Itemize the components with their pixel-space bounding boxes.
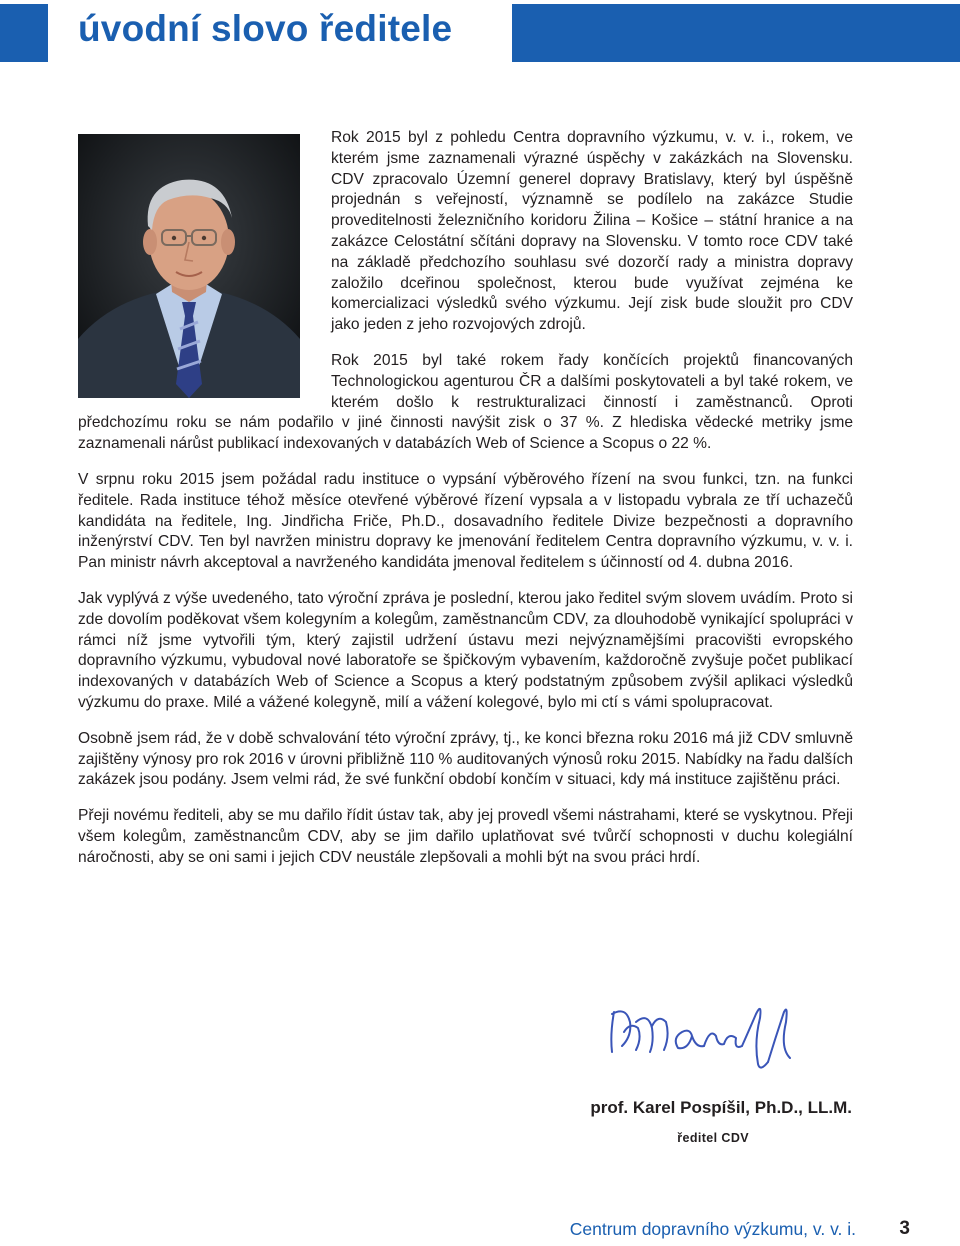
photo-wrap-spacer (78, 128, 331, 396)
page-title: úvodní slovo ředitele (78, 8, 453, 49)
signer-role: ředitel CDV (677, 1131, 749, 1145)
footer-organization: Centrum dopravního výzkumu, v. v. i. (569, 1219, 856, 1239)
letter-paragraph-2: Rok 2015 byl také rokem řady končících projektů financovaných Technologickou agenturou ČR a dalšími poskytovateli a byl také rokem, ve kterém došlo k restrukturalizaci činností i zaměstnanců. Oproti předchozímu roku se nám podařilo v jiné činnosti navýšit zisk o 37 %. Z hlediska vědecké metriky jsme zaznamenali nárůst publikací indexovaných v databázích Web of Science a Scopus o 22 %. (78, 351, 853, 453)
signer-name: prof. Karel Pospíšil, Ph.D., LL.M. (590, 1098, 852, 1117)
header-band-right (512, 4, 960, 62)
handwritten-signature (600, 992, 810, 1078)
letter-paragraph-4: Jak vyplývá z výše uvedeného, tato výroční zpráva je poslední, kterou jako ředitel svým slovem uvádím. Proto si zde dovolím poděkovat všem kolegyním a kolegům, zaměstnancům CDV, za dlouhodobě vynikající spolupráci v rámci níž jsme vytvořili tým, který zajistil udržení ústavu mezi nejvýznamějšími pracovišti evropského dopravního výzkumu, vybudoval nové laboratoře se špičkovým vybavením, každoročně zvyšuje počet publikací indexovaných v databázích Web of Science a Scopus a který podstatným způsobem zvýšil aplikaci výsledků výzkumu do praxe. Milé a vážené kolegyně, milí a vážení kolegové, bylo mi ctí s vámi spolupracovat. (78, 589, 853, 711)
page-number: 3 (899, 1218, 910, 1239)
letter-paragraph-3: V srpnu roku 2015 jsem požádal radu instituce o vypsání výběrového řízení na svou funkci, tzn. na funkci ředitele. Rada instituce téhož měsíce otevřené výběrové řízení vypsala a v listopadu vybrala ze tří uchazečů kandidáta na ředitele, Ing. Jindřicha Friče, Ph.D., dosavadního ředitele Divize bezpečnosti a dopravního inženýrství CDV. Ten byl navržen ministru dopravy ke jmenování ředitelem Centra dopravního výzkumu, v. v. i. Pan ministr návrh akceptoval a navrženého kandidáta jmenoval ředitelem s účinností od 4. dubna 2016. (78, 470, 853, 572)
letter-paragraph-1: Rok 2015 byl z pohledu Centra dopravního výzkumu, v. v. i., rokem, ve kterém jsme zaznamenali výrazné úspěchy v zakázkách na Slovensku. CDV zpracovalo Územní generel dopravy Bratislavy, který byl úspěšně projednán s veřejností, významně se podílelo na zakázce Studie proveditelnosti železničního koridoru Žilina – Košice – státní hranice a na zakázce Celostátní sčítáni dopravy na Slovensku. V tomto roce CDV také na základě předchozího souhlasu své dozorčí rady a ministra dopravy založilo dceřinou společnost, kterou bude využívat zejména ke komercializaci výsledků svého výzkumu. Její zisk bude sloužit pro CDV jako jeden z jeho rozvojových zdrojů. (331, 129, 853, 334)
letter-body (78, 128, 853, 884)
header-band-left (0, 4, 48, 62)
letter-paragraph-6: Přeji novému řediteli, aby se mu dařilo řídit ústav tak, aby jej provedl všemi nástrahami, které se vyskytnou. Přeji všem kolegům, zaměstnancům CDV, aby se jim dařilo uplatňovat své tvůrčí schopnosti v duchu kolegiální náročnosti, aby se oni sami i jejich CDV neustále zlepšovali a mohli být na svou práci hrdí. (78, 807, 853, 866)
letter-paragraph-5: Osobně jsem rád, že v době schvalování této výroční zprávy, tj., ke konci března roku 2016 má již CDV smluvně zajištěny výnosy pro rok 2016 v úrovni přibližně 110 % auditovaných výnosů roku 2015. Nabídky na řadu dalších zakázek jsou podány. Jsem velmi rád, že své funkční období končím v situaci, kdy má instituce zajištěnu práci. (78, 729, 853, 789)
